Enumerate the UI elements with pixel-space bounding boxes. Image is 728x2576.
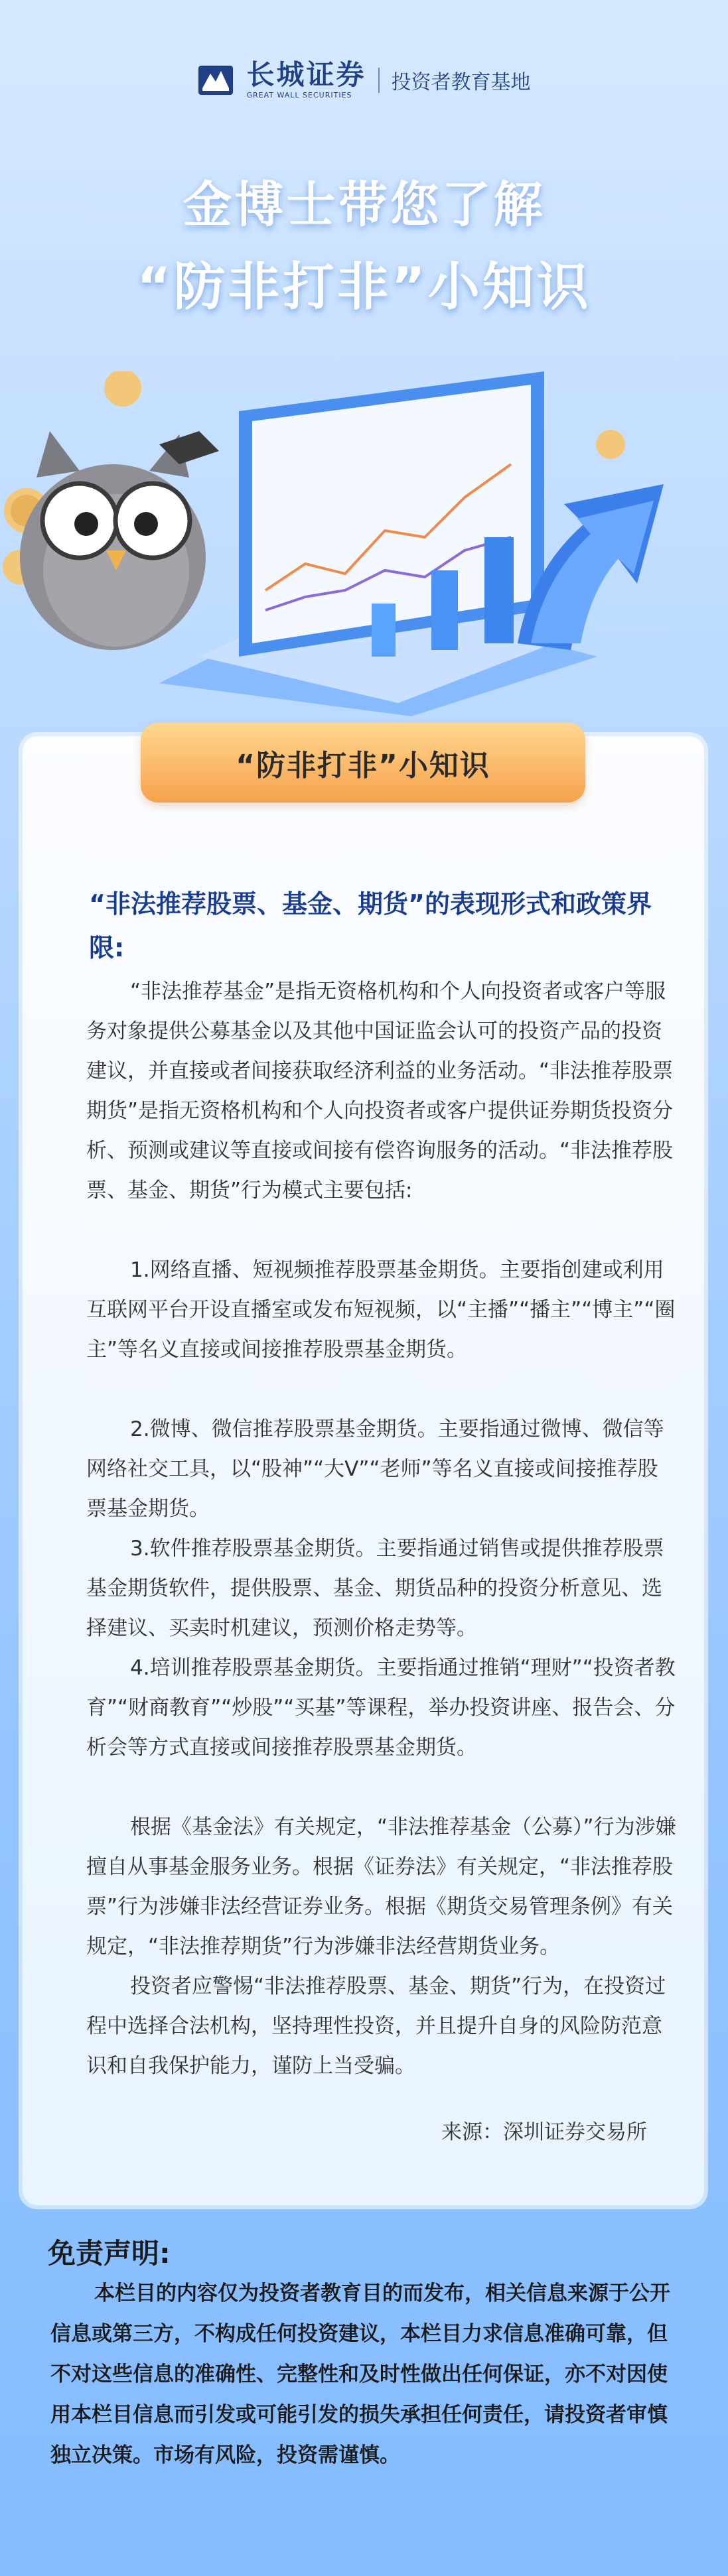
brand-name-cn: 长城证券 (246, 58, 366, 91)
paragraph-item-4: 4.培训推荐股票基金期货。主要指通过推销“理财”“投资者教育”“财商教育”“炒股”“买基”等课程，举办投资讲座、报告会、分析会等方式直接或间接推荐股票基金期货。 (86, 1656, 676, 1760)
brand-name-en: GREAT WALL SECURITIES (246, 91, 352, 99)
hero-title-line2: “防非打非”小知识 (137, 257, 591, 317)
paragraph-intro: “非法推荐基金”是指无资格机构和个人向投资者或客户等服务对象提供公募基金以及其他中国证监会认可的投资产品的投资建议，并直接或者间接获取经济利益的业务活动。“非法推荐股票期货”是指无资格机构和个人向投资者或客户提供证券期货投资分析、预测或建议等直接或间接有偿咨询服务的活动。“非法推荐股票、基金、期货”行为模式主要包括: (86, 980, 674, 1202)
ribbon-title: “防非打非”小知识 (236, 749, 490, 783)
paragraph-advice: 投资者应警惕“非法推荐股票、基金、期货”行为，在投资过程中选择合法机构，坚持理性投资，并且提升自身的风险防范意识和自我保护能力，谨防上当受骗。 (86, 1974, 666, 2078)
chart-platform-icon (159, 371, 597, 716)
paragraph-item-3: 3.软件推荐股票基金期货。主要指通过销售或提供推荐股票基金期货软件，提供股票、基金、期货品种的投资分析意见、选择建议、买卖时机建议，预测价格走势等。 (86, 1537, 664, 1640)
great-wall-logo-icon (197, 62, 234, 99)
owl-mascot-icon (20, 431, 219, 650)
disclaimer-body: 本栏目的内容仅为投资者教育目的而发布，相关信息来源于公开信息或第三方，不构成任何投资建议，本栏目力求信息准确可靠，但不对这些信息的准确性、完整性和及时性做出任何保证，亦不对因使用本栏目信息而引发或可能引发的损失承担任何责任，请投资者审慎独立决策。市场有风险，投资需谨慎。 (50, 2282, 670, 2467)
source-credit: 来源：深圳证券交易所 (441, 2120, 647, 2144)
paragraph-item-2: 2.微博、微信推荐股票基金期货。主要指通过微博、微信等网络社交工具，以“股神”“大V”“老师”等名义直接或间接推荐股票基金期货。 (86, 1417, 664, 1521)
paragraph-item-1: 1.网络直播、短视频推荐股票基金期货。主要指创建或利用互联网平台开设直播室或发布短视频，以“主播”“播主”“博主”“圈主”等名义直接或间接推荐股票基金期货。 (86, 1258, 676, 1362)
brand-subtitle: 投资者教育基地 (391, 70, 531, 94)
content-card (23, 736, 704, 2205)
hero-title-line1: 金博士带您了解 (182, 176, 546, 233)
paragraph-legal: 根据《基金法》有关规定，“非法推荐基金（公募）”行为涉嫌擅自从事基金服务业务。根据《证券法》有关规定，“非法推荐股票”行为涉嫌非法经营证券业务。根据《期货交易管理条例》有关规定，“非法推荐期货”行为涉嫌非法经营期货业务。 (86, 1815, 676, 1959)
brand-header (0, 58, 728, 99)
section-title: “非法推荐股票、基金、期货”的表现形式和政策界限: (89, 889, 652, 962)
disclaimer-title: 免责声明: (48, 2237, 171, 2270)
brand-divider (378, 68, 380, 93)
brand-name (246, 58, 366, 99)
hero-illustration (0, 371, 728, 716)
card-ribbon (141, 723, 585, 803)
